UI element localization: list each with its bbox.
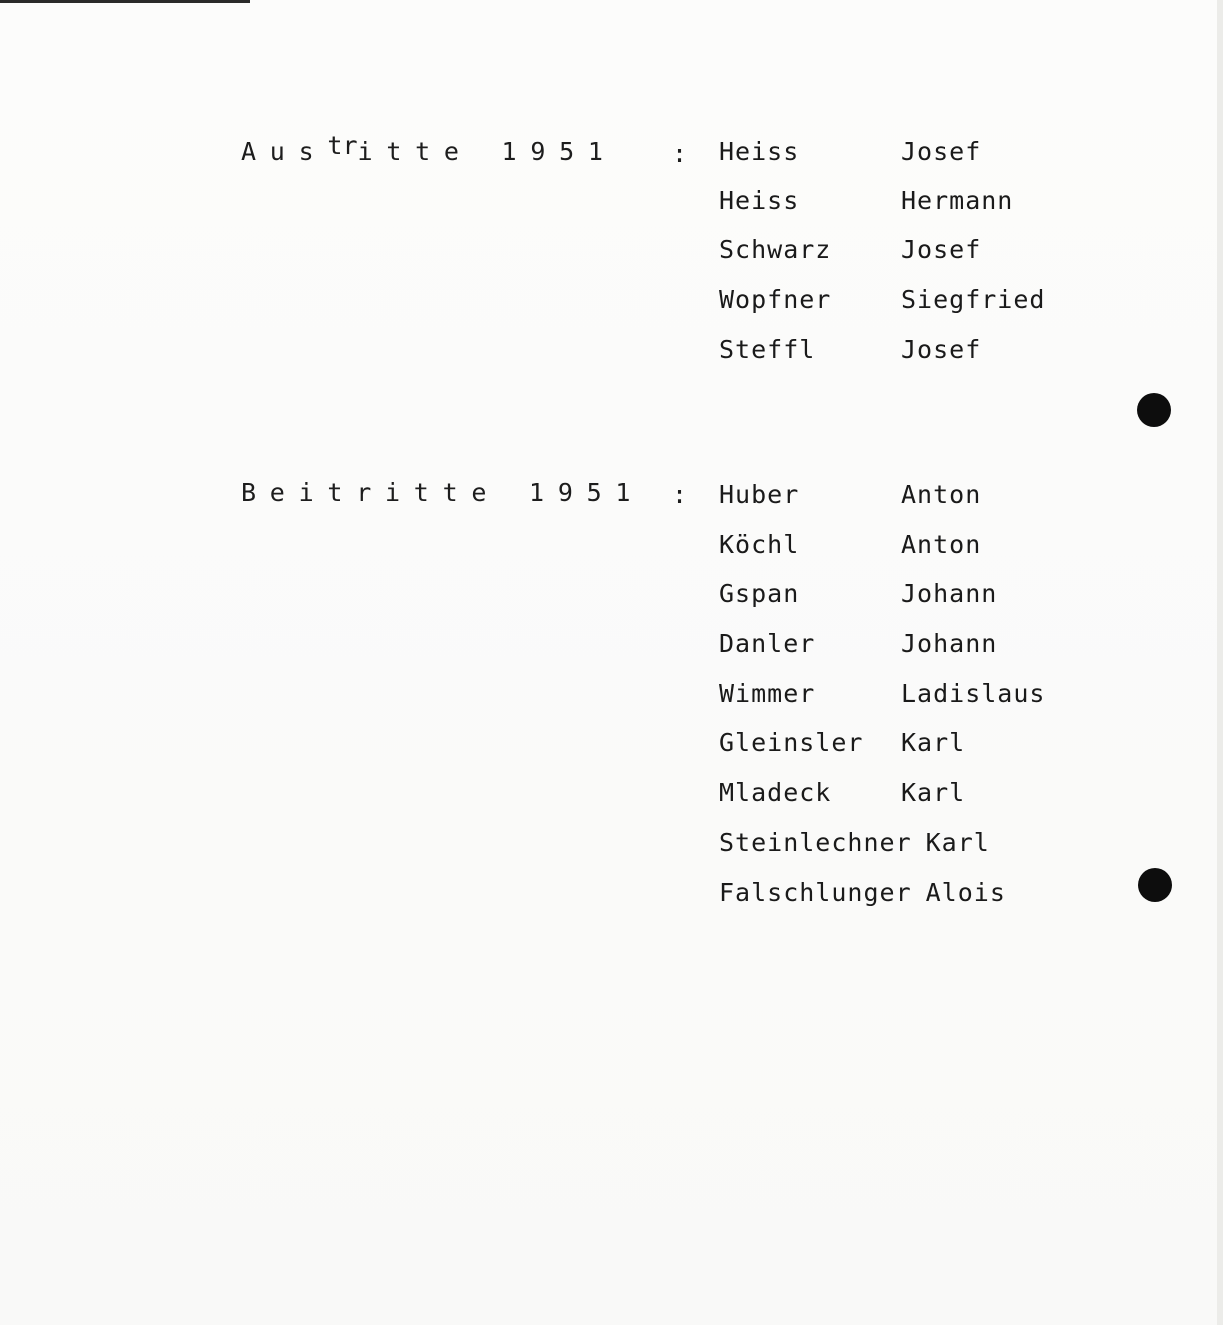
austritte-entry [719, 285, 1045, 325]
top-edge-rule [0, 0, 250, 3]
entry-given-name: Johann [901, 629, 998, 658]
entry-surname: Köchl [719, 530, 800, 559]
entry-surname: Wopfner [719, 285, 832, 314]
entry-surname: Steinlechner [719, 828, 912, 857]
entry-surname: Schwarz [719, 235, 832, 264]
entry-given-name: Karl [925, 828, 990, 857]
entry-given-name: Alois [925, 878, 1006, 907]
beitritte-entry [719, 579, 997, 619]
entry-given-name: Siegfried [901, 285, 1046, 314]
entry-surname: Danler [719, 629, 816, 658]
entry-surname: Heiss [719, 137, 800, 166]
entry-given-name: Anton [901, 480, 982, 509]
entry-surname: Falschlunger [719, 878, 912, 907]
entry-given-name: Karl [901, 728, 966, 757]
austritte-heading-prefix: Aus [241, 137, 328, 166]
beitritte-entry [719, 679, 1045, 719]
austritte-entry [719, 335, 981, 375]
entry-given-name: Josef [901, 335, 982, 364]
beitritte-entry [719, 878, 1006, 918]
beitritte-entry [719, 728, 965, 768]
punch-hole [1137, 393, 1171, 427]
austritte-heading [241, 131, 617, 166]
entry-given-name: Anton [901, 530, 982, 559]
beitritte-entry [719, 480, 981, 520]
beitritte-entry [719, 778, 965, 818]
page-right-edge [1217, 0, 1223, 1325]
austritte-heading-suffix: itte 1951 [357, 137, 617, 166]
entry-surname: Gspan [719, 579, 800, 608]
beitritte-colon: : [672, 480, 688, 509]
austritte-entry [719, 137, 981, 177]
entry-surname: Heiss [719, 186, 800, 215]
entry-surname: Wimmer [719, 679, 816, 708]
entry-surname: Steffl [719, 335, 816, 364]
entry-given-name: Josef [901, 235, 982, 264]
entry-given-name: Johann [901, 579, 998, 608]
austritte-heading-superscript: tr [327, 131, 358, 160]
austritte-entry [719, 235, 981, 275]
entry-given-name: Ladislaus [901, 679, 1046, 708]
entry-surname: Gleinsler [719, 728, 864, 757]
punch-hole [1138, 868, 1172, 902]
beitritte-entry [719, 828, 990, 868]
entry-given-name: Hermann [901, 186, 1014, 215]
beitritte-heading: Beitritte 1951 [241, 478, 645, 507]
austritte-colon: : [672, 139, 688, 168]
entry-surname: Mladeck [719, 778, 832, 807]
entry-surname: Huber [719, 480, 800, 509]
beitritte-entry [719, 530, 981, 570]
beitritte-entry [719, 629, 997, 669]
entry-given-name: Karl [901, 778, 966, 807]
entry-given-name: Josef [901, 137, 982, 166]
austritte-entry [719, 186, 1013, 226]
